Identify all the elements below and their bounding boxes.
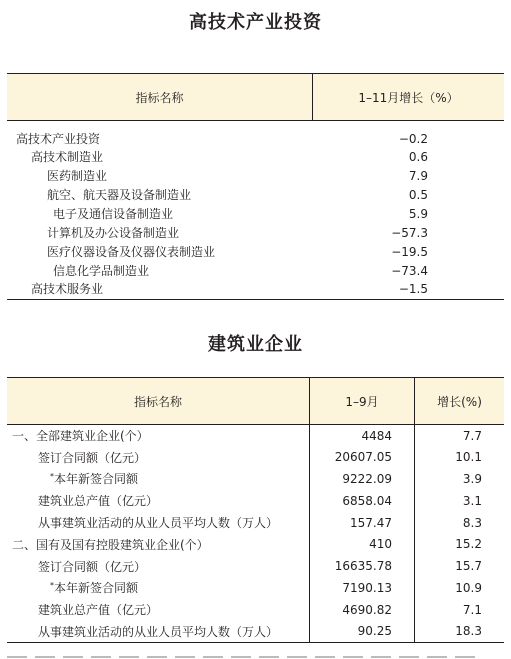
table-row [7,512,504,534]
indicator-name: 信息化学品制造业 [53,264,150,278]
asterisk-mark: * [50,581,54,591]
period-value: 9222.09 [310,468,415,490]
indicator-name: 建筑业总产值（亿元） [38,494,159,509]
period-value: 16635.78 [310,555,415,577]
table-row [7,185,504,204]
indicator-cell [7,555,310,577]
table-row [7,121,504,148]
growth-value: 5.9 [408,206,428,221]
indicator-cell [7,446,310,468]
growth-value: 7.9 [408,168,428,183]
indicator-name: 高技术服务业 [31,282,104,296]
indicator-name: 医疗仪器设备及仪器仪表制造业 [47,245,216,259]
indicator-name: 高技术产业投资 [16,132,101,146]
table-row [7,166,504,185]
period-value: 6858.04 [310,490,415,512]
period-value: 7190.13 [310,577,415,599]
indicator-name: 签订合同额（亿元） [38,450,147,465]
indicator-name: 本年新签合同额 [54,472,139,487]
cut-off-text-line [7,653,504,659]
growth-value: 7.7 [462,428,482,443]
indicator-name: 医药制造业 [47,169,108,183]
growth-value: 15.2 [455,537,482,552]
growth-value: −1.5 [398,281,428,296]
table2-title: 建筑业企业 [208,334,303,355]
table-row [7,147,504,166]
table-row [7,468,504,490]
indicator-cell [7,512,310,534]
column-header-indicator: 指标名称 [7,378,310,425]
indicator-cell [7,425,310,447]
growth-value: 15.7 [455,559,482,574]
growth-value: 0.5 [408,187,428,202]
period-value: 4484 [310,425,415,447]
indicator-cell [7,490,310,512]
indicator-cell [7,577,310,599]
table-row [7,599,504,621]
growth-value: −0.2 [398,131,428,146]
indicator-cell [7,533,310,555]
period-value: 20607.05 [310,446,415,468]
indicator-name: 电子及通信设备制造业 [53,207,174,221]
indicator-name: 签订合同额（亿元） [38,559,147,574]
growth-value: 0.6 [408,149,428,164]
indicator-name: 建筑业总产值（亿元） [38,603,159,618]
table-row [7,621,504,643]
indicator-name: 一、全部建筑业企业(个） [12,429,149,444]
indicator-cell [7,621,310,643]
table-row [7,280,504,300]
table1-title: 高技术产业投资 [189,12,322,33]
growth-value: 7.1 [462,602,482,617]
indicator-name: 计算机及办公设备制造业 [47,226,180,240]
growth-value: 10.9 [455,580,482,595]
indicator-cell [7,599,310,621]
growth-value: 3.9 [462,471,482,486]
growth-value: 18.3 [455,624,482,639]
growth-value: 3.1 [462,493,482,508]
table-row [7,204,504,223]
period-value: 4690.82 [310,599,415,621]
table-body [7,425,504,643]
growth-value: −73.4 [391,263,428,278]
period-value: 157.47 [310,512,415,534]
indicator-name: 从事建筑业活动的从业人员平均人数（万人） [38,516,279,531]
table-row [7,242,504,261]
column-header-indicator: 指标名称 [7,74,313,121]
table-body [7,121,504,300]
column-header-period: 1–9月 [310,378,415,425]
indicator-name: 二、国有及国有控股建筑业企业(个） [12,537,209,552]
table-row [7,261,504,280]
construction-enterprises-table [7,377,504,643]
table-row [7,223,504,242]
table-row [7,490,504,512]
indicator-name: 高技术制造业 [31,150,104,164]
high-tech-investment-table [7,73,504,300]
growth-value: −19.5 [391,244,428,259]
indicator-name: 本年新签合同额 [54,581,139,596]
period-value: 90.25 [310,621,415,643]
period-value: 410 [310,533,415,555]
table-row [7,577,504,599]
table-header-row [7,74,504,121]
growth-value: 10.1 [455,450,482,465]
growth-value: −57.3 [391,225,428,240]
table-row [7,425,504,447]
table-row [7,533,504,555]
table-header-row [7,378,504,425]
growth-value: 8.3 [462,515,482,530]
indicator-cell [7,468,310,490]
indicator-name: 航空、航天器及设备制造业 [47,188,192,202]
asterisk-mark: * [50,472,54,482]
indicator-name: 从事建筑业活动的从业人员平均人数（万人） [38,624,279,639]
column-header-growth: 1–11月增长（%） [313,74,505,121]
table-row [7,446,504,468]
column-header-growth: 增长(%) [415,378,505,425]
table-row [7,555,504,577]
